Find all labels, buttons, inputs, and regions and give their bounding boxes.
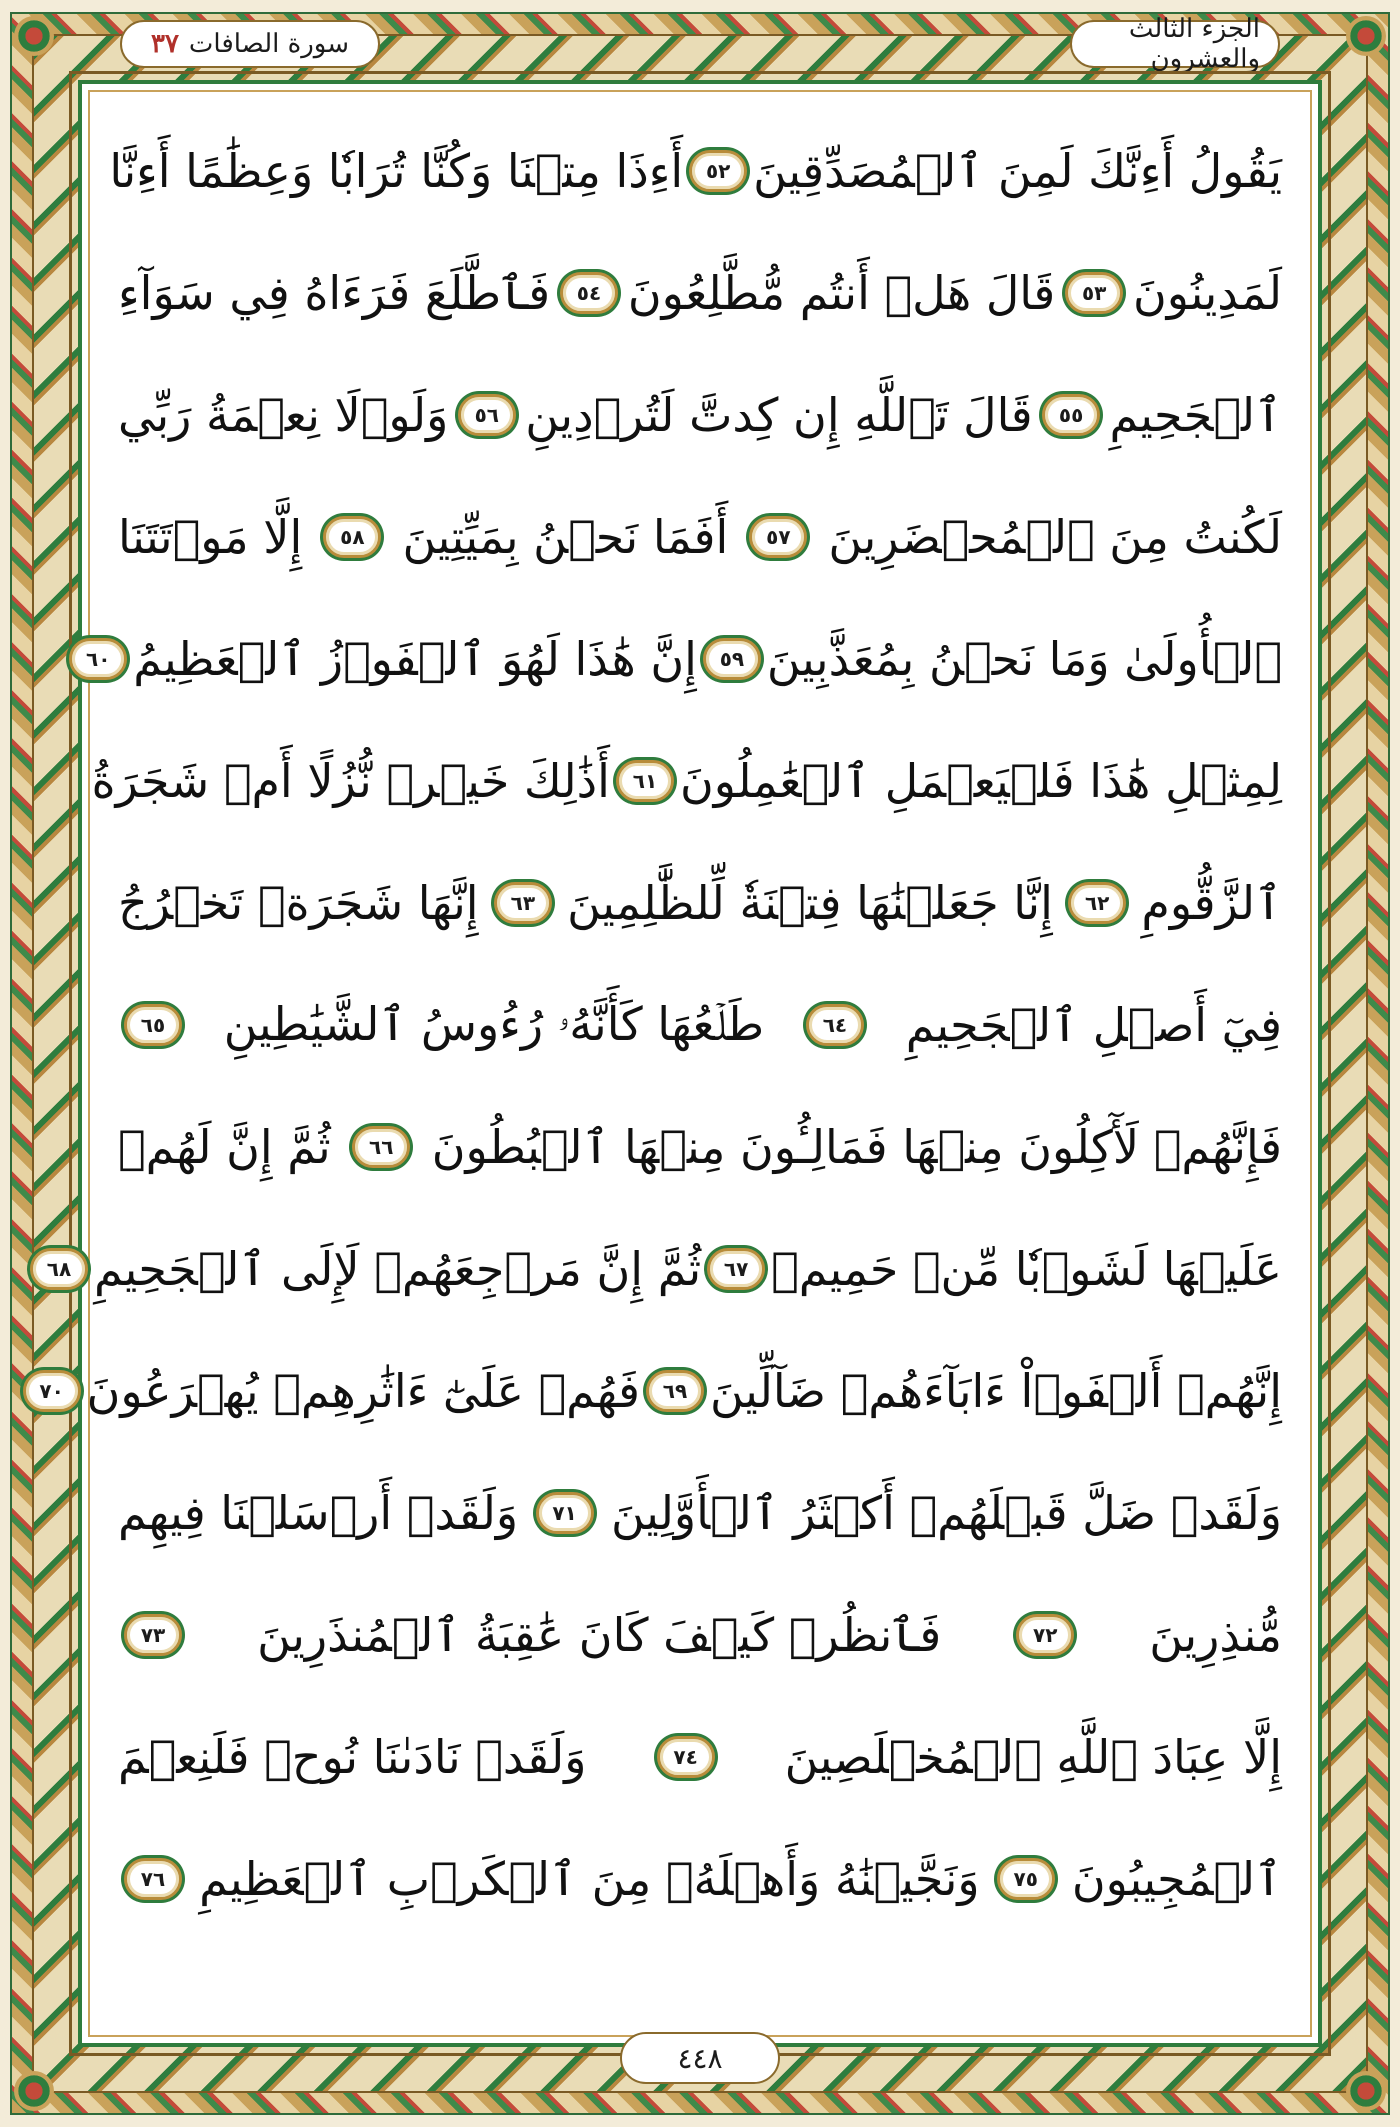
text-line — [118, 842, 1282, 964]
ayah-number-marker: ٦١ — [616, 760, 674, 802]
corner-ornament — [1346, 2071, 1386, 2111]
verse-text: فَٱطَّلَعَ فَرَءَاهُ فِي سَوَآءِ — [118, 266, 551, 320]
verse-text: ثُمَّ إِنَّ لَهُمۡ — [118, 1120, 331, 1174]
verse-text: مُّنذِرِينَ — [1149, 1608, 1282, 1662]
text-line — [118, 964, 1282, 1086]
verse-text: ٱلۡجَحِيمِ — [1109, 388, 1282, 442]
verse-text: إِنَّهُمۡ أَلۡفَوۡاْ ءَابَآءَهُمۡ ضَآلِّينَ — [709, 1364, 1282, 1418]
verse-text: إِنَّهَا شَجَرَةٞ تَخۡرُجُ — [118, 876, 479, 930]
text-line — [46, 1208, 1282, 1330]
verse-text: إِلَّا مَوۡتَتَنَا — [118, 510, 303, 564]
surah-label — [120, 20, 380, 68]
ayah-number-marker: ٦٩ — [646, 1370, 704, 1412]
verse-text: ٱلۡمُجِيبُونَ — [1071, 1852, 1282, 1906]
ayah-number-marker: ٧٢ — [1016, 1614, 1074, 1656]
page-number — [620, 2032, 780, 2084]
surah-number: ٣٧ — [150, 29, 179, 59]
verse-text: لَكُنتُ مِنَ ٱلۡمُحۡضَرِينَ — [828, 510, 1282, 564]
ayah-number-marker: ٧٤ — [657, 1736, 715, 1778]
ayah-number-marker: ٦٥ — [124, 1004, 182, 1046]
verse-text: وَلَقَدۡ نَادَىٰنَا نُوحٞ فَلَنِعۡمَ — [118, 1730, 587, 1784]
verse-text: وَنَجَّيۡنَٰهُ وَأَهۡلَهُۥ مِنَ ٱلۡكَرۡبِ ٱلۡعَظِيمِ — [199, 1852, 980, 1906]
verse-text: قَالَ تَٱللَّهِ إِن كِدتَّ لَتُرۡدِينِ — [525, 388, 1033, 442]
surah-title: سورة الصافات — [188, 29, 350, 59]
verse-text: لَمَدِينُونَ — [1133, 266, 1282, 320]
page-header — [120, 12, 1280, 78]
verse-text: فَإِنَّهُمۡ لَأٓكِلُونَ مِنۡهَا فَمَالِـُٔونَ مِنۡهَا ٱلۡبُطُونَ — [431, 1120, 1282, 1174]
text-line — [118, 1574, 1282, 1696]
ayah-number-marker: ٦٢ — [1068, 882, 1126, 924]
verse-text: طَلۡعُهَا كَأَنَّهُۥ رُءُوسُ ٱلشَّيَٰطِينِ — [223, 997, 765, 1051]
text-line — [118, 1696, 1282, 1818]
verse-text: وَلَقَدۡ ضَلَّ قَبۡلَهُمۡ أَكۡثَرُ ٱلۡأَوَّلِينَ — [610, 1486, 1282, 1540]
ayah-number-marker: ٧٣ — [124, 1614, 182, 1656]
verse-text: أَفَمَا نَحۡنُ بِمَيِّتِينَ — [402, 510, 729, 564]
ayah-number-marker: ٦٣ — [494, 882, 552, 924]
verse-text: ٱلزَّقُّومِ — [1141, 876, 1282, 930]
verse-text: عَلَيۡهَا لَشَوۡبٗا مِّنۡ حَمِيمٖ — [771, 1242, 1282, 1296]
verse-text: فَٱنظُرۡ كَيۡفَ كَانَ عَٰقِبَةُ ٱلۡمُنذَرِينَ — [257, 1608, 942, 1662]
ayah-number-marker: ٥٦ — [458, 394, 516, 436]
text-line — [109, 110, 1282, 232]
corner-ornament — [14, 2071, 54, 2111]
verse-text: فِيٓ أَصۡلِ ٱلۡجَحِيمِ — [905, 998, 1282, 1052]
text-line — [118, 354, 1282, 476]
corner-ornament — [1346, 16, 1386, 56]
verse-text: ثُمَّ إِنَّ مَرۡجِعَهُمۡ لَإِلَى ٱلۡجَحِيمِ — [93, 1242, 702, 1296]
quran-text-body — [39, 110, 1282, 1940]
ayah-number-marker: ٦٧ — [707, 1248, 765, 1290]
verse-text: قَالَ هَلۡ أَنتُم مُّطَّلِعُونَ — [627, 266, 1056, 320]
ayah-number-marker: ٧٦ — [124, 1858, 182, 1900]
ayah-number-marker: ٥٧ — [749, 516, 807, 558]
juz-title: الجزء الثالث والعشرون — [1128, 14, 1260, 74]
ayah-number-marker: ٧٥ — [997, 1858, 1055, 1900]
verse-text: فَهُمۡ عَلَىٰٓ ءَاثَٰرِهِمۡ يُهۡرَعُونَ — [86, 1364, 640, 1418]
verse-text: لِمِثۡلِ هَٰذَا فَلۡيَعۡمَلِ ٱلۡعَٰمِلُونَ — [679, 754, 1282, 808]
ayah-number-marker: ٥٩ — [703, 638, 761, 680]
text-line — [118, 1818, 1282, 1940]
verse-text: وَلَقَدۡ أَرۡسَلۡنَا فِيهِم — [118, 1486, 519, 1540]
juz-label — [1070, 14, 1280, 74]
verse-text: أَذَٰلِكَ خَيۡرٞ نُّزُلًا أَمۡ شَجَرَةُ — [91, 754, 610, 808]
corner-ornament — [14, 16, 54, 56]
text-line — [39, 1330, 1282, 1452]
text-line — [118, 1452, 1282, 1574]
verse-text: يَقُولُ أَءِنَّكَ لَمِنَ ٱلۡمُصَدِّقِينَ — [753, 144, 1282, 198]
ayah-number-marker: ٦٠ — [69, 638, 127, 680]
verse-text: إِلَّا عِبَادَ ٱللَّهِ ٱلۡمُخۡلَصِينَ — [784, 1730, 1282, 1784]
ayah-number-marker: ٥٣ — [1065, 272, 1123, 314]
ayah-number-marker: ٧١ — [536, 1492, 594, 1534]
verse-text: وَلَوۡلَا نِعۡمَةُ رَبِّي — [118, 388, 449, 442]
verse-text: أَءِذَا مِتۡنَا وَكُنَّا تُرَابٗا وَعِظَٰمًا أَءِنَّا — [109, 144, 684, 198]
text-line — [118, 476, 1282, 598]
ayah-number-marker: ٦٦ — [352, 1126, 410, 1168]
ayah-number-marker: ٦٨ — [30, 1248, 88, 1290]
text-line — [91, 720, 1282, 842]
ayah-number-marker: ٥٥ — [1042, 394, 1100, 436]
verse-text: إِنَّ هَٰذَا لَهُوَ ٱلۡفَوۡزُ ٱلۡعَظِيمُ — [133, 632, 697, 686]
text-line — [86, 598, 1282, 720]
text-line — [118, 232, 1282, 354]
verse-text: ٱلۡأُولَىٰ وَمَا نَحۡنُ بِمُعَذَّبِينَ — [766, 632, 1282, 686]
verse-text: إِنَّا جَعَلۡنَٰهَا فِتۡنَةٗ لِّلظَّٰلِمِينَ — [567, 876, 1053, 930]
ayah-number-marker: ٧٠ — [23, 1370, 81, 1412]
page-number-label: ٤٤٨ — [677, 2041, 723, 2075]
ayah-number-marker: ٦٤ — [806, 1004, 864, 1046]
ayah-number-marker: ٥٢ — [689, 150, 747, 192]
text-line — [118, 1086, 1282, 1208]
ayah-number-marker: ٥٤ — [560, 272, 618, 314]
ayah-number-marker: ٥٨ — [323, 516, 381, 558]
